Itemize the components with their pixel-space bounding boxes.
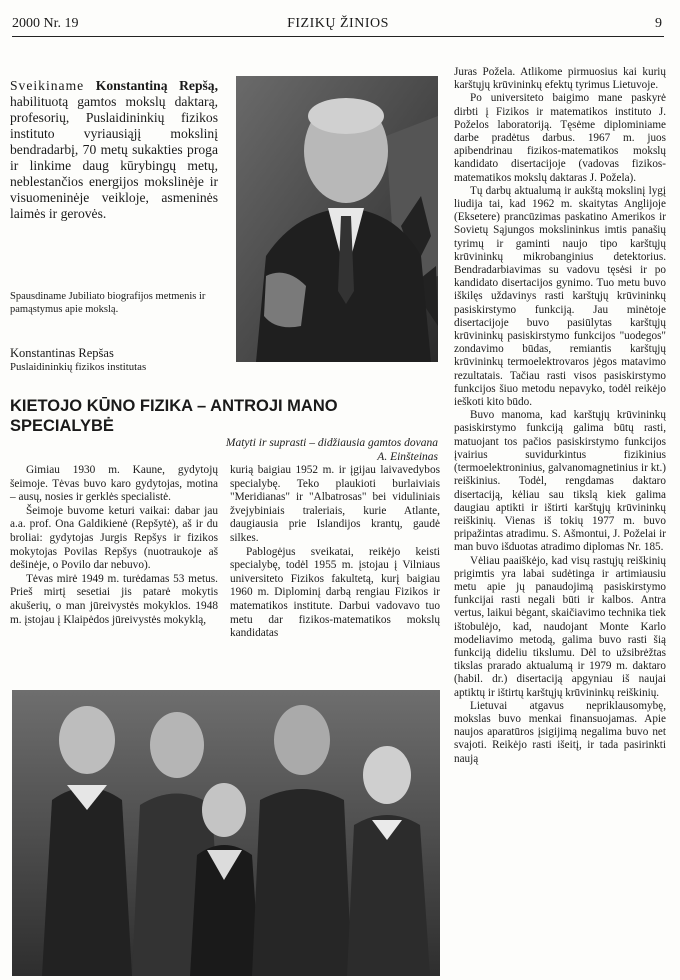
article-column-2 [230,464,440,641]
author-affiliation: Puslaidininkių fizikos institutas [10,361,147,373]
paragraph: Gimiau 1930 m. Kaune, gydytojų šeimoje. Tėvas buvo karo gydytojas, motina – ausų, nosies ir gerklės specialistė. [10,464,218,504]
paragraph: Juras Požela. Atlikome pirmuosius kai kurių karštųjų krūvininkų efektų tyrimus Lietuvoje. [454,66,666,92]
issue-number: 2000 Nr. 19 [12,16,79,31]
paragraph: Šeimoje buvome keturi vaikai: dabar jau a.a. prof. Ona Galdikienė (Repšytė), aš ir du broliai: gydytojas Jurgis Repšys ir fizikos mokytojas Povilas Repšys (nuotraukoje aš dešinėje, o Povilo dar nebuvo). [10,504,218,572]
article-title: KIETOJO KŪNO FIZIKA – ANTROJI MANO SPECIALYBĖ [10,397,338,435]
paragraph: Tėvas mirė 1949 m. turėdamas 53 metus. Prieš mirtį sesetiai jis patarė mokytis akušerių, o man jūreivystės mokyklos. 1948 m. įstojau į Klaipėdos jūreivystės mokyklą, [10,572,218,626]
paragraph: Lietuvai atgavus nepriklausomybę, mokslas buvo menkai finansuojamas. Apie naujos aparatūros įsigijimą negalima buvo net svajoti. Reikėjo rasti išeitį, ir tada pasirinkti naują [454,699,666,765]
greeting-text: habilituotą gamtos mokslų daktarą, profesorių, Puslaidininkių fizikos instituto vyriausiąjį mokslinį bendradarbį, 70 metų sukakties proga ir linkime daug kūrybingų metų, neblestančios energijos mokslinėje ir visuomeninėje veikloje, asmeninės laimės ir gerovės. [10,94,218,221]
article-column-3 [454,66,666,766]
paragraph: Po universiteto baigimo mane paskyrė dirbti į Fizikos ir matematikos instituto J. Poželos laboratoriją. Tęsėme diplominiame darbe pradėtus darbus. 1967 m. juos apibendrinau fizikos-matematikos mokslų kandidato disertacijoje (vadovas fizikos-matematikos mokslų daktaras J. Požela). [454,92,666,184]
author-block [10,346,230,374]
greeting-block [10,78,218,222]
paragraph: kurią baigiau 1952 m. ir įgijau laivavedybos specialybę. Teko plaukioti burlaiviais "Meridianas" ir "Albatrosas" bei viduliniais žvejybiniais traleriais, kurie Atlante, daugiausia prie Islandijos krantų, gaudė silkes. [230,464,440,544]
editor-note: Spausdiname Jubiliato biografijos metmenis ir pamąstymus apie mokslą. [10,291,206,315]
paragraph: Vėliau paaiškėjo, kad visų rastųjų reiškinių prigimtis yra labai sudėtinga ir artimiausiu metu apie jų panaudojimą pasiskirstymo funkcijai rasti negali būti ir kalbos. Antra vertus, laikui bėgant, skaičiavimo technika tiek ištobulėjo, kad, naudojant Monte Karlo modeliavimo metodą, galima buvo rasti šią funkciją dideliu tikslumu. Dėl to užsibrėžtas tikslas prarado aktualumą ir 1979 m. daktaro (habil. dr.) disertaciją apgyniau iš naujai aptiktų ir ištirtų karštųjų krūvininkų reiškinių. [454,554,666,699]
page-header [12,10,664,37]
portrait-photo [236,76,438,362]
epigraph [120,436,438,464]
paragraph: Pablogėjus sveikatai, reikėjo keisti specialybę, todėl 1955 m. įstojau į Vilniaus universiteto Fizikos fakultetą, kurį baigiau 1960 m. Diplominį darbą rengiau Fizikos ir matematikos institute. Darbui vadovavo tuo metu dar fizikos-matematikos mokslų kandidatas [230,545,440,640]
greeting-name: Konstantiną Repšą, [95,78,218,93]
paragraph: Tų darbų aktualumą ir aukštą mokslinį lygį liudija tai, kad 1962 m. skaitytas Anglijoje (Eksetere) prancūzimas paskatino Amerikos ir Sovietų Sąjungos mokslininkus imtis panašių tyrimų ir gaminti naujo tipo karštųjų krūvininkų mikrobanginius detektorius. Bendradarbiavimas su vadovu tęsėsi ir po kandidato disertacijos gynimo. Tuo metu buvo iškilęs uždavinys rasti karštųjų krūvininkų pasiskirstymo funkciją. Jau minėtoje disertacijoje buvo pasiūlytas karštųjų krūvininkų pasiskirstymo funkcijos "uodegos" zondavimo būdas, remiantis karštųjų krūvininkų termoelektrovaros jėgos matavimo rezultatais. Tačiau rasti visos pasiskirstymo funkcijos šiuo metodu nepavyko, todėl reikėjo ieškoti kito būdo. [454,184,666,409]
family-photo [12,690,440,976]
author-name: Konstantinas Repšas [10,346,114,360]
epigraph-source: A. Einšteinas [377,451,438,463]
epigraph-text: Matyti ir suprasti – didžiausia gamtos dovana [225,437,438,449]
page-number: 9 [655,16,662,31]
article-column-1 [10,464,218,627]
greeting-lead: Sveikiname [10,78,85,93]
journal-title: FIZIKŲ ŽINIOS [287,16,389,31]
paragraph: Buvo manoma, kad karštųjų krūvininkų pasiskirstymo funkciją galima būtų rasti, matuojant tos pačios pasiskirstymo funkcijos įvairius suvidurkintus fizikinius (termoelektroninius, galvanomagnetinius ir kt.) reiškinius. Todėl, rengdamas daktaro disertaciją, kėliau sau tikslą kiek galima daugiau aptikti ir ištirti karštųjų krūvininkų reiškinių. Vienas iš tokių 1977 m. buvo pripažintas atradimu. S. Ašmontui, J. Poželai ir man buvo išduotas atradimo diplomas Nr. 185. [454,409,666,554]
